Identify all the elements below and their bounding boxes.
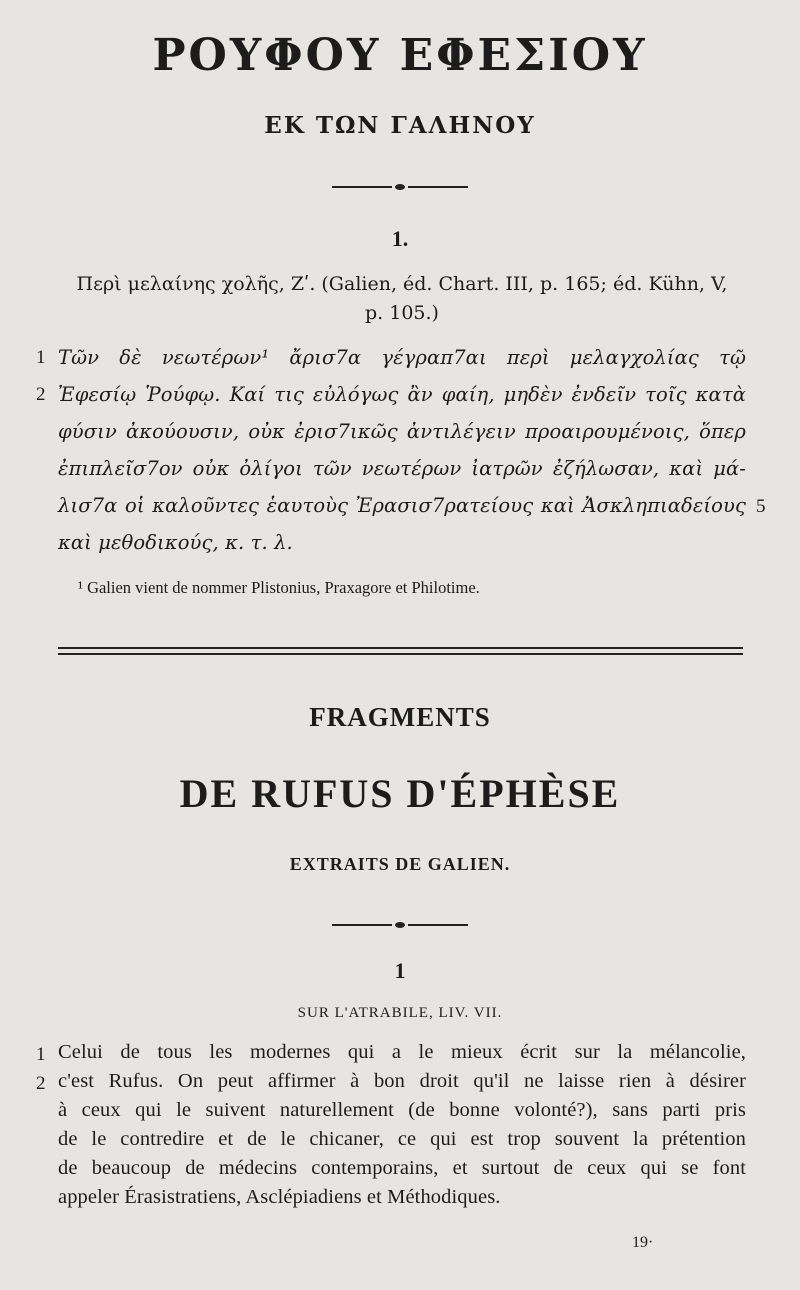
line-number: 5	[756, 496, 766, 517]
french-text-line: à ceux qui le suivent naturellement (de bonne volonté?), sans parti pris	[58, 1099, 746, 1121]
french-section-title: SUR L'ATRABILE, LIV. VII.	[297, 1005, 503, 1021]
ornament-divider	[0, 914, 800, 933]
french-text-line: de beaucoup de médecins contemporains, et surtout de ceux qui se font	[58, 1157, 746, 1179]
greek-text-line: καὶ μεθοδικούς, κ. τ. λ.	[58, 531, 293, 554]
greek-text-line: λισ7α οἱ καλοῦντες ἑαυτοὺς Ἐρασισ7ρατείους καὶ Ἀσκληπιαδείους	[58, 494, 746, 517]
french-text-line: c'est Rufus. On peut affirmer à bon droit qu'il ne laisse rien à désirer	[58, 1070, 746, 1092]
footnote: ¹ Galien vient de nommer Plistonius, Praxagore et Philotime.	[78, 578, 480, 597]
page-number: 19·	[632, 1234, 654, 1251]
separator-rule	[58, 653, 743, 655]
greek-section-number: 1.	[391, 226, 409, 251]
greek-subtitle: ΕΚ ΤΩΝ ΓΑΛΗΝΟΥ	[264, 112, 536, 139]
greek-title: ΡΟΥΦΟΥ ΕΦΕΣΙΟΥ	[152, 30, 648, 81]
ornament-divider	[0, 176, 800, 195]
greek-source-line: Περὶ μελαίνης χολῆς, Ζʹ. (Galien, éd. Chart. III, p. 165; éd. Kühn, V,	[76, 273, 728, 295]
french-text-line: Celui de tous les modernes qui a le mieux écrit sur la mélancolie,	[58, 1041, 746, 1063]
line-number: 1	[36, 347, 46, 368]
french-text-line: de le contredire et de le chicaner, ce qui est trop souvent la prétention	[58, 1128, 746, 1150]
greek-source	[52, 270, 752, 328]
greek-source-line: p. 105.)	[365, 302, 439, 324]
separator-rule	[58, 647, 743, 649]
greek-text-line: φύσιν ἀκούουσιν, οὐκ ἐρισ7ικῶς ἀντιλέγειν προαιρουμένοις, ὅπερ	[58, 420, 746, 443]
french-title: FRAGMENTS	[309, 702, 491, 732]
greek-text-line: Ἐφεσίῳ Ῥούφῳ. Καί τις εὐλόγως ἂν φαίη, μηδὲν ἐνδεῖν τοῖς κατὰ	[58, 383, 746, 406]
greek-text-line: ἐπιπλεῖσ7ον οὐκ ὀλίγοι τῶν νεωτέρων ἰατρῶν ἐζήλωσαν, καὶ μά-	[58, 457, 746, 480]
line-number: 2	[36, 384, 46, 405]
french-section-number: 1	[394, 958, 406, 983]
french-subtitle: EXTRAITS DE GALIEN.	[289, 854, 511, 874]
greek-text-line: Τῶν δὲ νεωτέρων¹ ἄρισ7α γέγραπ7αι περὶ μελαγχολίας τῷ	[58, 346, 746, 369]
line-number: 1	[36, 1044, 46, 1065]
french-title-main: DE RUFUS D'ÉPHÈSE	[179, 771, 621, 816]
line-number: 2	[36, 1073, 46, 1094]
french-text-line: appeler Érasistratiens, Asclépiadiens et Méthodiques.	[58, 1186, 501, 1208]
